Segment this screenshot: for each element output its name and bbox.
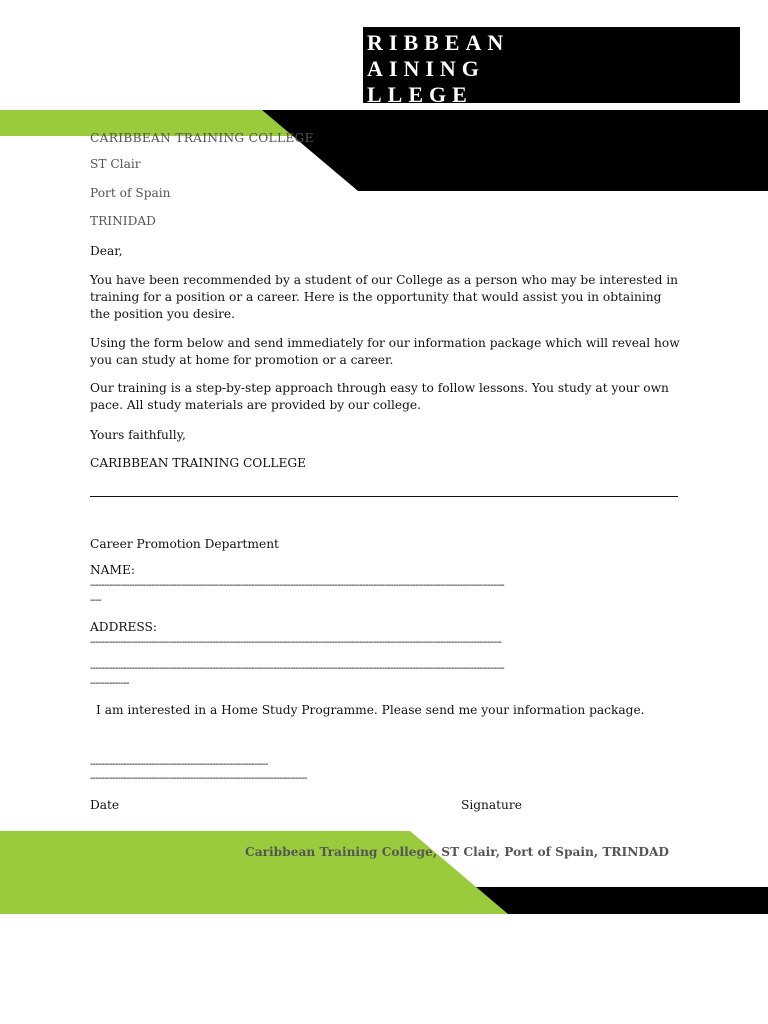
department-label: Career Promotion Department — [90, 537, 279, 551]
name-label: NAME: — [90, 563, 135, 577]
cut-line-divider — [90, 496, 678, 497]
address-line-3: TRINIDAD — [90, 214, 156, 228]
signature-blank-line: ------------------------------------------------------------------------------ — [90, 773, 307, 784]
logo-line-2: AINING — [367, 56, 485, 81]
address-blank-line-1: ---------------------------------------------------------------------------------------------------------------------------------------------------- — [90, 637, 502, 648]
address-blank-line-2: ----------------------------------------------------------------------------------------------------------------------------------------------------- — [90, 663, 505, 674]
college-logo — [363, 27, 740, 107]
letter-paragraph-2: Using the form below and send immediately for our information package which will reveal how you can study at home for promotion or a career. — [90, 336, 680, 367]
date-label: Date — [90, 798, 120, 812]
signature-label: Signature — [461, 798, 522, 812]
letter-paragraph-1: You have been recommended by a student of our College as a person who may be interested in training for a position or a career. Here is the opportunity that would assist you in obtaining the position you desire. — [90, 273, 678, 321]
college-name-heading: CARIBBEAN TRAINING COLLEGE — [90, 131, 314, 145]
logo-line-1: RIBBEAN — [367, 30, 510, 55]
footer-address: Caribbean Training College, ST Clair, Port of Spain, TRINDAD — [245, 845, 669, 859]
closing: Yours faithfully, — [90, 428, 186, 442]
address-line-1: ST Clair — [90, 157, 141, 171]
name-blank-line-2: ---- — [90, 595, 102, 606]
footer-green-band — [0, 831, 508, 914]
name-blank-line-1: ----------------------------------------------------------------------------------------------------------------------------------------------------- — [90, 580, 505, 591]
header-black-band — [262, 110, 768, 191]
salutation: Dear, — [90, 244, 123, 258]
logo-line-3: LLEGE — [367, 82, 473, 107]
address-label: ADDRESS: — [90, 620, 158, 634]
address-blank-line-3: -------------- — [90, 678, 129, 689]
interest-statement: I am interested in a Home Study Programme. Please send me your information package. — [96, 703, 645, 717]
signoff: CARIBBEAN TRAINING COLLEGE — [90, 456, 306, 470]
address-line-2: Port of Spain — [90, 186, 171, 200]
letter-paragraph-3: Our training is a step-by-step approach through easy to follow lessons. You study at your own pace. All study materials are provided by our college. — [90, 381, 669, 412]
date-blank-line: ---------------------------------------------------------------- — [90, 759, 268, 770]
